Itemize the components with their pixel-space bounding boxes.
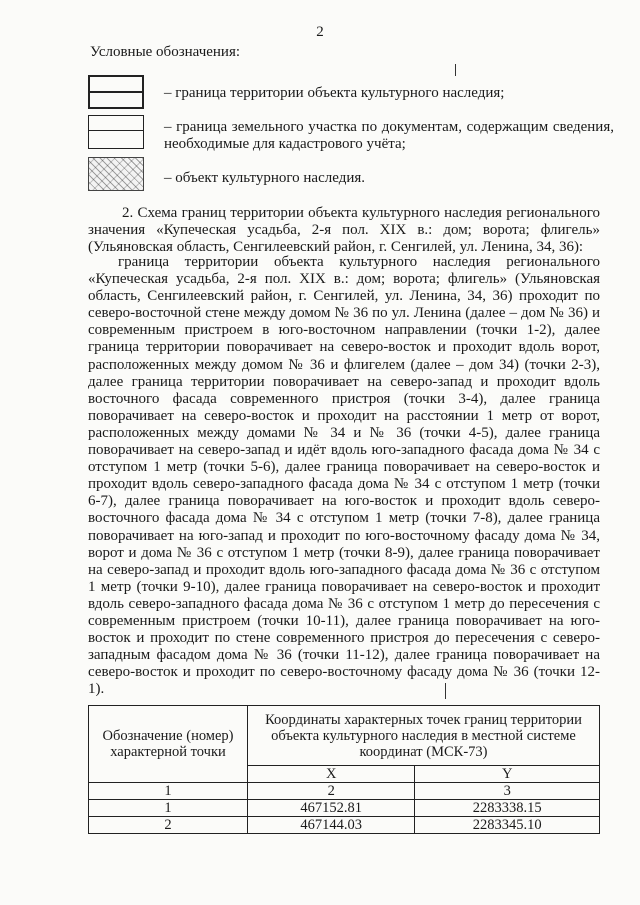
legend-item-text: – граница земельного участка по документам, содержащим сведения, необходимые для кадастрового учёта; bbox=[164, 119, 614, 152]
margin-mark bbox=[445, 683, 446, 699]
legend-item-text: – граница территории объекта культурного наследия; bbox=[164, 85, 505, 101]
hatched-area-icon bbox=[88, 157, 144, 191]
col-x-header: X bbox=[248, 766, 415, 783]
legend-title: Условные обозначения: bbox=[90, 44, 241, 60]
section-heading: 2. Схема границ территории объекта культурного наследия регионального значения «Купеческая усадьба, 2-я пол. XIX в.: дом; ворота; флигель» (Ульяновская область, Сенгилеевский район, г. Сенгилей, ул. Ленина, 34, 36): bbox=[88, 205, 600, 255]
coords-header: Координаты характерных точек границ территории объекта культурного наследия в местной системе координат (МСК-73) bbox=[248, 706, 600, 766]
legend-item-text: – объект культурного наследия. bbox=[164, 170, 365, 186]
outer-boundary-icon bbox=[88, 75, 144, 109]
margin-mark bbox=[455, 64, 456, 76]
boundary-description: граница территории объекта культурного наследия регионального «Купеческая усадьба, 2-я пол. XIX в.: дом; ворота; флигель» (Ульяновская область, Сенгилеевский район, г. Сенгилей, ул. Ленина, 34, 36) проходит по северо-восточной стене между домом № 36 по ул. Ленина (далее – дом № 36) и современным пристроем в юго-восточном направлении (точки 1-2), далее граница территории поворачивает на северо-восток и проходит вдоль ворот, расположенных между домом № 36 и флигелем (далее – дом 34) (точки 2-3), далее граница территории поворачивает на северо-запад и проходит вдоль восточного фасада современного пристроя (точки 3-4), далее граница поворачивает на северо-восток и проходит на расстоянии 1 метр от ворот, расположенных между домами № 34 и № 36 (точки 4-5), далее граница поворачивает на северо-запад и идёт вдоль юго-западного фасада дома № 34 с отступом 1 метр (точки 5-6), далее граница поворачивает на северо-восток и проходит вдоль северо-западного фасада дома № 34 с отступом 1 метр (точки 6-7), далее граница поворачивает на юго-восток и проходит вдоль северо-восточного фасада дома № 34 с отступом 1 метр (точки 7-8), далее граница поворачивает на юго-запад и проходит по юго-восточному фасаду дома № 34, ворот и дома № 36 с отступом 1 метр (точки 8-9), далее граница поворачивает на северо-запад и проходит вдоль юго-западного фасада дома № 36 с отступом 1 метр (точки 9-10), далее граница поворачивает на северо-восток и проходит вдоль северо-западного фасада дома № 36 с отступом 1 метр до пересечения с современным пристроем (точки 10-11), далее граница поворачивает на юго-восток и проходит по стене современного пристроя до пересечения с северо-западным фасадом дома № 36 (точки 11-12), далее граница поворачивает на северо-восток и проходит по северо-восточному фасаду дома № 36 (точки 12-1). bbox=[88, 254, 600, 698]
table-row: 1 467152.81 2283338.15 bbox=[89, 800, 600, 817]
land-plot-boundary-icon bbox=[88, 115, 144, 149]
table-row: 1 2 3 bbox=[89, 783, 600, 800]
table-row: 2 467144.03 2283345.10 bbox=[89, 817, 600, 834]
point-header: Обозначение (номер) характерной точки bbox=[89, 706, 248, 783]
col-y-header: Y bbox=[415, 766, 600, 783]
coordinates-table bbox=[88, 705, 600, 834]
page-number: 2 bbox=[316, 24, 324, 40]
